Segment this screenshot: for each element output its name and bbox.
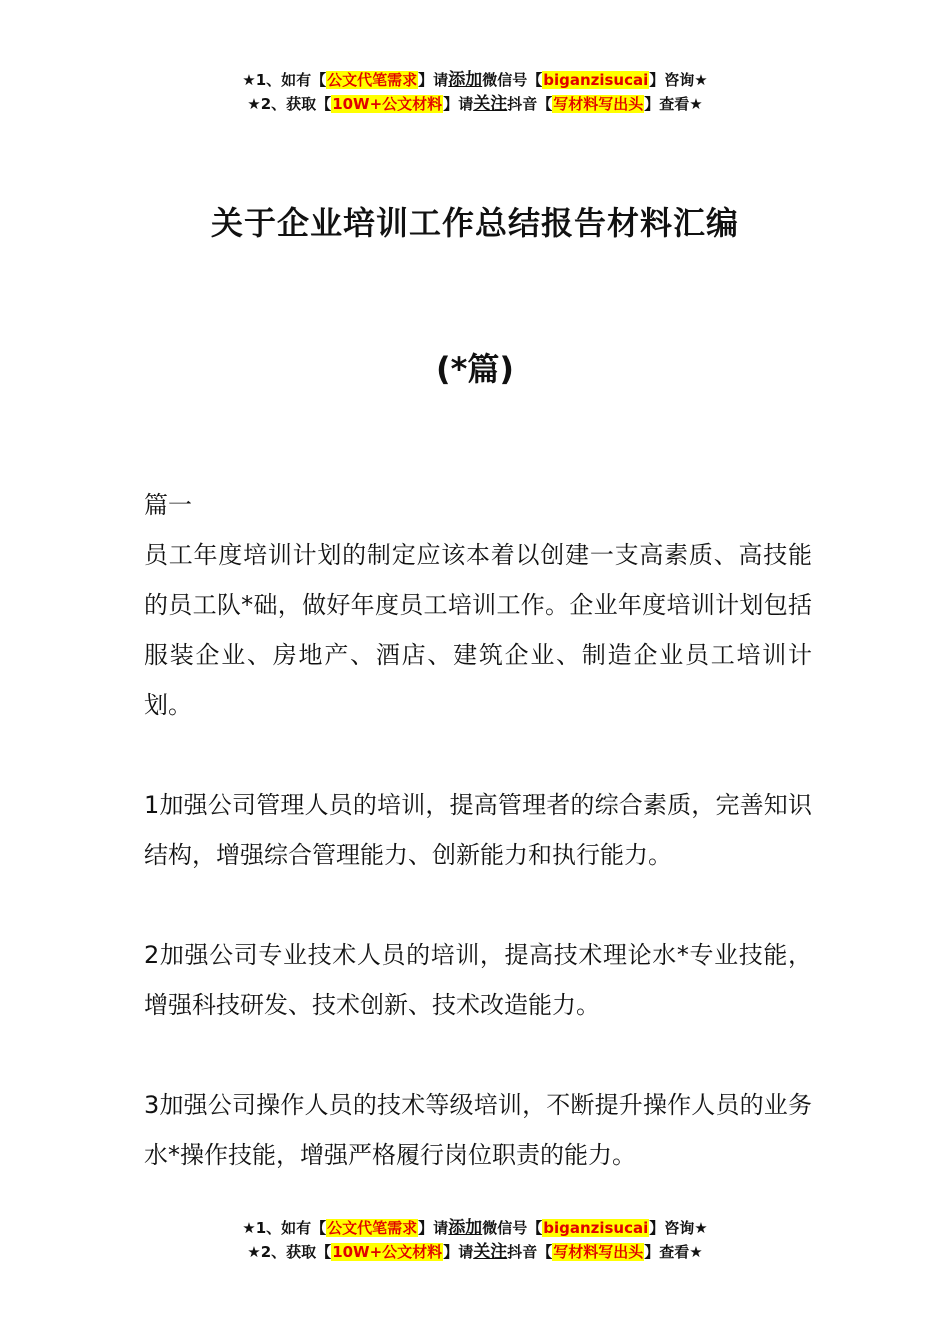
banner-text: 】请 [443, 95, 474, 113]
banner-text: 】咨询★ [649, 71, 708, 89]
banner-text: ★2、获取【 [247, 1243, 332, 1261]
banner-text: ★2、获取【 [247, 95, 332, 113]
banner-highlight: 公文代笔需求 [327, 71, 418, 89]
banner-emphasis: 关注 [473, 94, 508, 114]
banner-text: 】请 [443, 1243, 474, 1261]
banner-highlight: 10W+公文材料 [332, 95, 443, 113]
banner-douyin-id: 写材料写出头 [553, 1243, 644, 1261]
banner-text: 抖音【 [507, 95, 553, 113]
banner-text: 抖音【 [507, 1243, 553, 1261]
banner-wechat-id: biganzisucai [543, 71, 649, 89]
banner-text: 】查看★ [644, 1243, 703, 1261]
header-banner [0, 68, 950, 116]
banner-line-2 [0, 92, 950, 116]
paragraph-item-1: 1加强公司管理人员的培训，提高管理者的综合素质，完善知识结构，增强综合管理能力、创新能力和执行能力。 [144, 791, 812, 869]
document-title: 关于企业培训工作总结报告材料汇编 [210, 204, 739, 242]
paragraph-item-3: 3加强公司操作人员的技术等级培训，不断提升操作人员的业务水*操作技能，增强严格履行岗位职责的能力。 [144, 1091, 812, 1169]
banner-highlight: 公文代笔需求 [327, 1219, 418, 1237]
banner-line-1 [0, 1216, 950, 1240]
banner-text: ★1、如有【 [242, 71, 327, 89]
banner-text: 】查看★ [644, 95, 703, 113]
banner-douyin-id: 写材料写出头 [553, 95, 644, 113]
banner-wechat-id: biganzisucai [543, 1219, 649, 1237]
document-subtitle: (*篇) [436, 350, 514, 388]
paragraph-item-2: 2加强公司专业技术人员的培训，提高技术理论水*专业技能，增强科技研发、技术创新、技术改造能力。 [144, 941, 812, 1019]
banner-text: 】请 [418, 71, 449, 89]
banner-highlight: 10W+公文材料 [332, 1243, 443, 1261]
banner-text: 微信号【 [482, 71, 543, 89]
section-label: 篇一 [144, 491, 192, 519]
paragraph-intro: 员工年度培训计划的制定应该本着以创建一支高素质、高技能的员工队*础，做好年度员工培训工作。企业年度培训计划包括服装企业、房地产、酒店、建筑企业、制造企业员工培训计划。 [144, 541, 812, 719]
banner-text: 】请 [418, 1219, 449, 1237]
banner-text: ★1、如有【 [242, 1219, 327, 1237]
footer-banner [0, 1216, 950, 1264]
banner-line-2 [0, 1240, 950, 1264]
banner-emphasis: 添加 [448, 70, 483, 90]
banner-text: 】咨询★ [649, 1219, 708, 1237]
banner-text: 微信号【 [482, 1219, 543, 1237]
banner-emphasis: 添加 [448, 1218, 483, 1238]
banner-emphasis: 关注 [473, 1242, 508, 1262]
banner-line-1 [0, 68, 950, 92]
